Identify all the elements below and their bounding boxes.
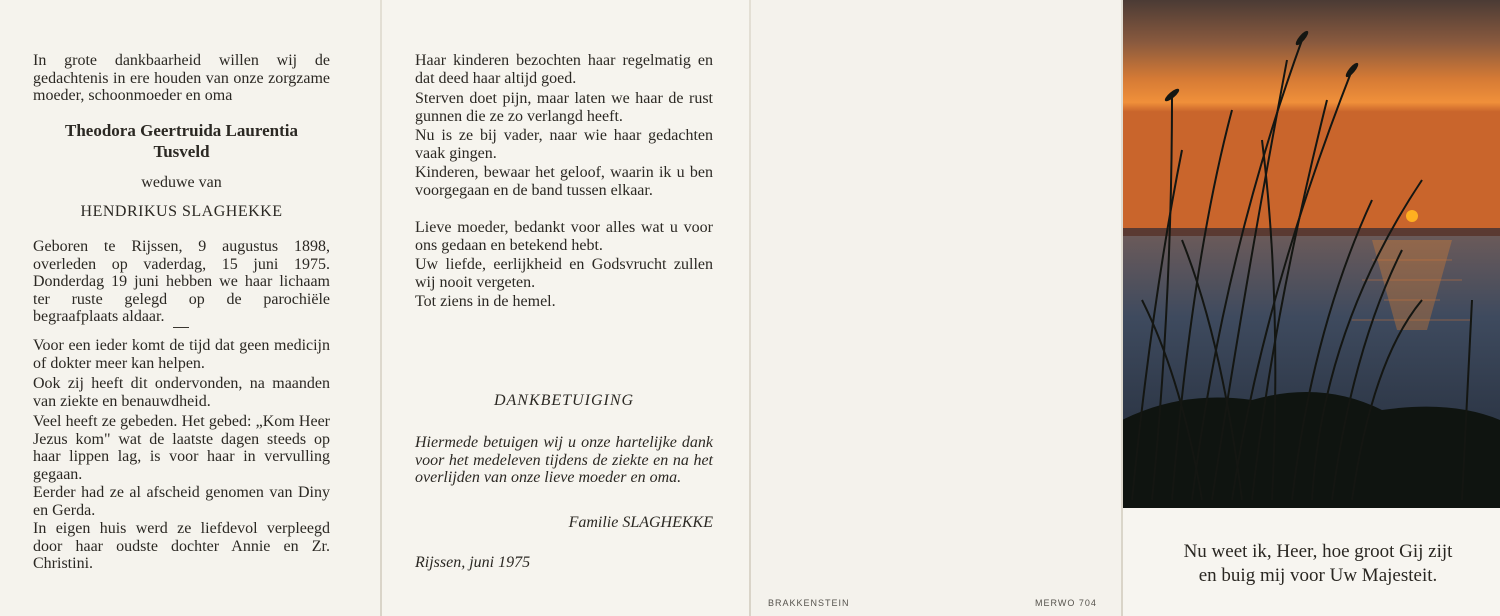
separator-dash [173,327,189,328]
panel-middle-left [380,0,750,616]
paragraph-8: Nu is ze bij vader, naar wie haar gedachten vaak gingen. [415,127,713,162]
intro-text: In grote dankbaarheid willen wij de gedachtenis in ere houden van onze zorgzame moeder, schoonmoeder en oma [33,52,330,105]
birth-death-text: Geboren te Rijssen, 9 augustus 1898, overleden op vaderdag, 15 juni 1975. Donderdag 19 juni hebben we haar lichaam ter ruste gelegd op de parochiële begraafplaats aldaar. [33,238,330,326]
paragraph-7: Sterven doet pijn, maar laten we haar de rust gunnen die ze zo verlangd heeft. [415,90,713,125]
verse-line2: en buig mij voor Uw Majesteit. [1198,565,1438,586]
deceased-name-line2: Tusveld [153,142,210,161]
fold-line-1 [380,0,382,616]
verse-line1: Nu weet ik, Heer, hoe groot Gij zijt [1183,541,1453,562]
sunset-reeds-photo [1122,0,1500,508]
paragraph-1: Voor een ieder komt de tijd dat geen medicijn of dokter meer kan helpen. [33,337,330,372]
deceased-name [33,120,330,162]
paragraph-4: Eerder had ze al afscheid genomen van Diny en Gerda. [33,484,330,519]
paragraph-6: Haar kinderen bezochten haar regelmatig en dat deed haar altijd goed. [415,52,713,87]
printer-name: BRAKKENSTEIN [768,598,850,608]
deceased-name-line1: Theodora Geertruida Laurentia [65,121,298,140]
panel-blank-back [750,0,1122,616]
signature: Familie SLAGHEKKE [568,514,713,531]
widow-of-label: weduwe van [141,174,222,191]
thanks-text: Hiermede betuigen wij u onze hartelijke dank voor het medeleven tijdens de ziekte en na het overlijden van onze lieve moeder en oma. [415,434,713,487]
husband-name: HENDRIKUS SLAGHEKKE [80,203,283,220]
panel-left [0,0,380,616]
place-date: Rijssen, juni 1975 [415,554,531,571]
paragraph-5: In eigen huis werd ze liefdevol verpleegd door haar oudste dochter Annie en Zr. Christini. [33,520,330,573]
fold-line-3 [1121,0,1123,616]
verse-text [1140,540,1496,588]
paragraph-10: Lieve moeder, bedankt voor alles wat u voor ons gedaan en betekend hebt. [415,219,713,254]
paragraph-2: Ook zij heeft dit ondervonden, na maanden van ziekte en benauwdheid. [33,375,330,410]
thanks-title: DANKBETUIGING [493,392,635,409]
paragraph-3: Veel heeft ze gebeden. Het gebed: „Kom Heer Jezus kom" wat de laatste dagen steeds op haar lippen lag, is voor haar in vervulling gegaan. [33,413,330,483]
paragraph-12: Tot ziens in de hemel. [415,293,556,310]
fold-line-2 [749,0,751,616]
print-code: MERWO 704 [1035,598,1097,608]
paragraph-11: Uw liefde, eerlijkheid en Godsvrucht zullen wij nooit vergeten. [415,256,713,291]
paragraph-9: Kinderen, bewaar het geloof, waarin ik u ben voorgegaan en de band tussen elkaar. [415,164,713,199]
